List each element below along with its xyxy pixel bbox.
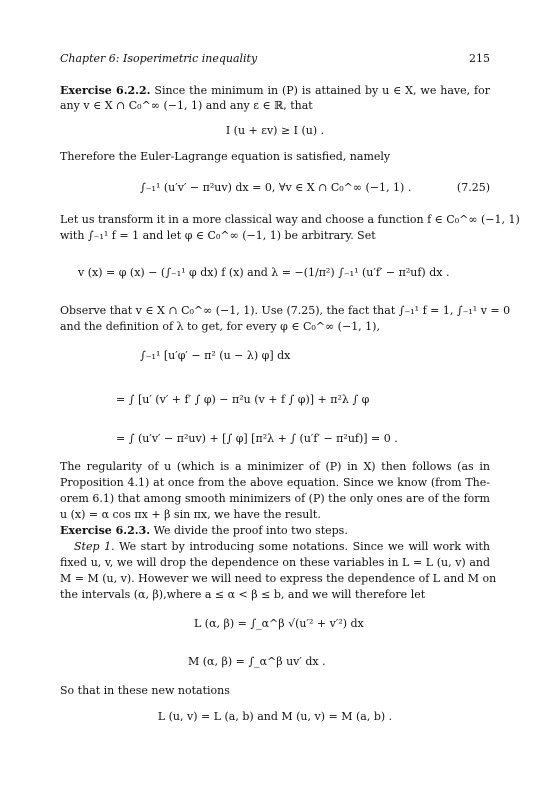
ex623-line-4: M = M (u, v). However we will need to express the dependence of L and M on <box>60 572 497 585</box>
ex623-line-6: So that in these new notations <box>60 684 230 697</box>
ex623-title: Exercise 6.2.3. <box>60 524 151 537</box>
equation-number-7-25: (7.25) <box>456 181 490 194</box>
ex622-line-8: The regularity of u (which is a minimizer of (P) in X) then follows (as in <box>60 460 490 473</box>
ex622-line-11: u (x) = α cos πx + β sin πx, we have the result. <box>60 508 321 521</box>
ex622-line-1: Exercise 6.2.2. Since the minimum in (P) is attained by u ∈ X, we have, for <box>60 84 490 97</box>
ex622-line-5: with ∫₋₁¹ f = 1 and let φ ∈ C₀^∞ (−1, 1) be arbitrary. Set <box>60 229 376 242</box>
equation-chain-c: = ∫ (u′v′ − π²uv) + [∫ φ] [π²λ + ∫ (u′f′ − π²uf)] = 0 . <box>116 432 398 445</box>
equation-L: L (α, β) = ∫_α^β √(u′² + v′²) dx <box>194 617 364 630</box>
equation-chain-b: = ∫ [u′ (v′ + f′ ∫ φ) − π²u (v + f ∫ φ)] + π²λ ∫ φ <box>116 393 370 406</box>
ex622-line-10: orem 6.1) that among smooth minimizers of (P) the only ones are of the form <box>60 492 490 505</box>
equation-set-v-lambda: v (x) = φ (x) − (∫₋₁¹ φ dx) f (x) and λ = −(1/π²) ∫₋₁¹ (u′f′ − π²uf) dx . <box>78 266 450 279</box>
equation-M: M (α, β) = ∫_α^β uv′ dx . <box>188 655 326 668</box>
ex623-line-5: the intervals (α, β),where a ≤ α < β ≤ b, and we will therefore let <box>60 588 426 601</box>
ex622-line-3: Therefore the Euler-Lagrange equation is satisfied, namely <box>60 150 391 163</box>
ex622-line-9: Proposition 4.1) at once from the above equation. Since we know (from The- <box>60 476 490 489</box>
equation-chain-a: ∫₋₁¹ [u′φ′ − π² (u − λ) φ] dx <box>140 349 291 362</box>
ex622-line-7: and the definition of λ to get, for every φ ∈ C₀^∞ (−1, 1), <box>60 320 380 333</box>
running-header <box>60 52 490 68</box>
page-number: 215 <box>469 52 490 65</box>
ex622-line-6: Observe that v ∈ X ∩ C₀^∞ (−1, 1). Use (7.25), the fact that ∫₋₁¹ f = 1, ∫₋₁¹ v = 0 <box>60 304 511 317</box>
ex622-title: Exercise 6.2.2. <box>60 84 151 97</box>
step-1-label: Step 1. <box>74 540 115 553</box>
ex623-line-1: Exercise 6.2.3. We divide the proof into two steps. <box>60 524 348 537</box>
ex623-line-2: Step 1. We start by introducing some notations. Since we will work with <box>74 540 490 553</box>
equation-7-25: ∫₋₁¹ (u′v′ − π²uv) dx = 0, ∀v ∈ X ∩ C₀^∞ (−1, 1) . <box>140 181 412 194</box>
equation-inequality: I (u + εv) ≥ I (u) . <box>225 124 325 137</box>
ex622-line-4: Let us transform it in a more classical way and choose a function f ∈ C₀^∞ (−1, 1) <box>60 213 520 226</box>
equation-last: L (u, v) = L (a, b) and M (u, v) = M (a, b) . <box>157 710 393 723</box>
chapter-title: Chapter 6: Isoperimetric inequality <box>60 52 258 65</box>
ex623-line-3: fixed u, v, we will drop the dependence on these variables in L = L (u, v) and <box>60 556 490 569</box>
ex622-line-2: any v ∈ X ∩ C₀^∞ (−1, 1) and any ε ∈ ℝ, that <box>60 99 313 112</box>
